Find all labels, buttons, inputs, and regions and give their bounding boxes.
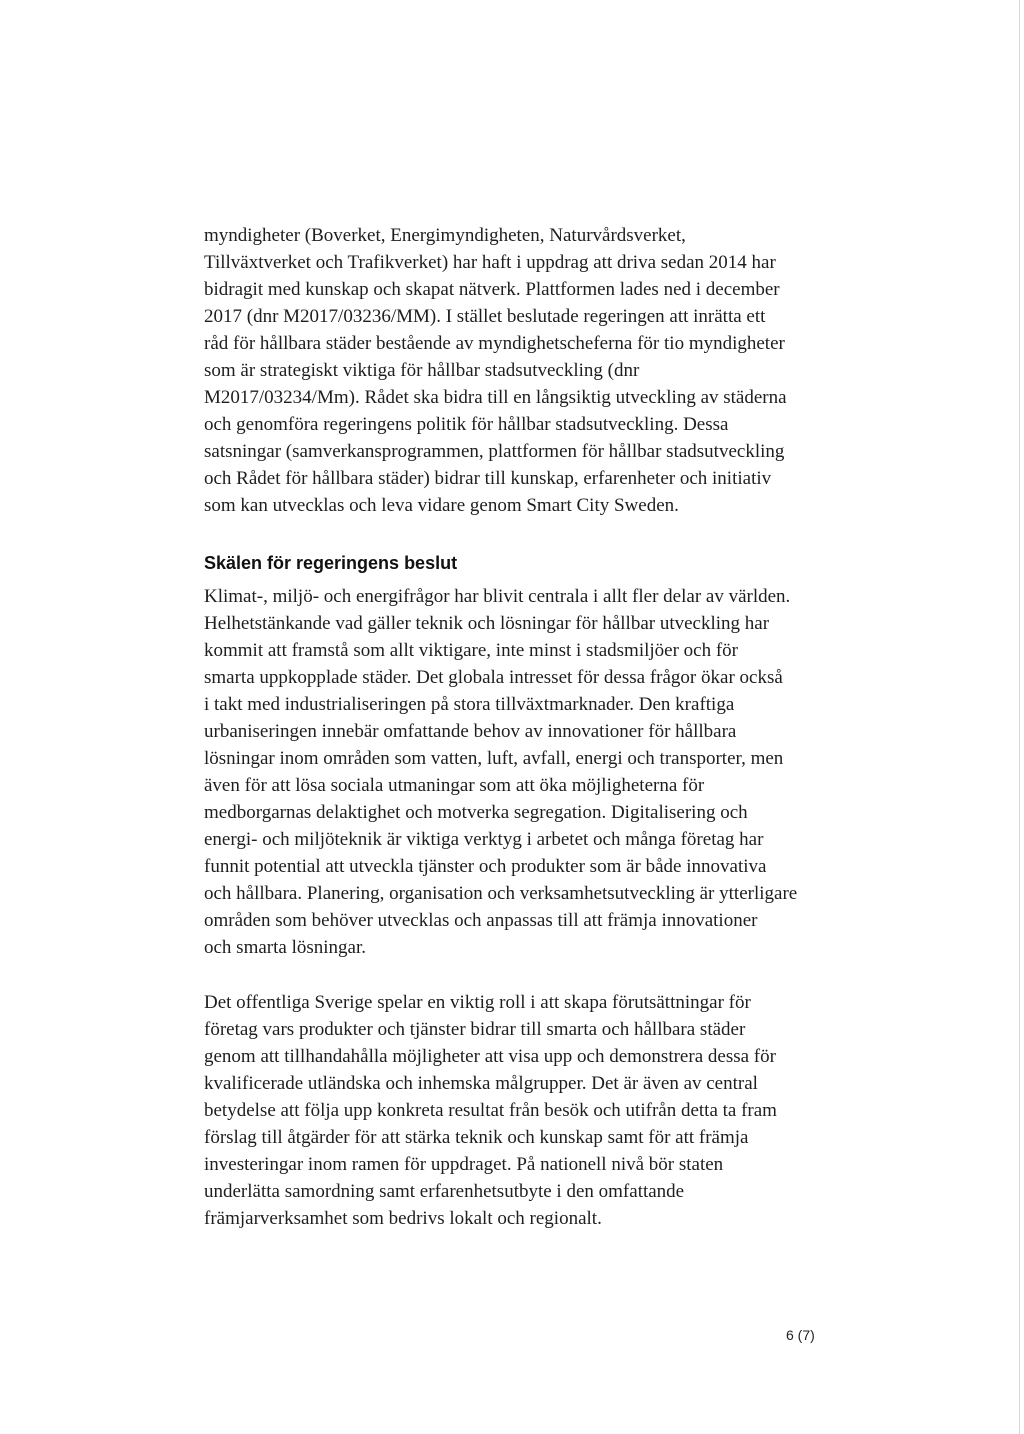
paragraph-line: funnit potential att utveckla tjänster och produkter som är både innovativa: [204, 856, 767, 877]
paragraph-line: Det offentliga Sverige spelar en viktig roll i att skapa förutsättningar för: [204, 992, 751, 1013]
paragraph-line: underlätta samordning samt erfarenhetsutbyte i den omfattande: [204, 1181, 685, 1202]
paragraph-line: även för att lösa sociala utmaningar som att öka möjligheterna för: [204, 775, 705, 796]
paragraph-line: och hållbara. Planering, organisation och verksamhetsutveckling är ytterligare: [204, 883, 798, 904]
paragraph-line: kvalificerade utländska och inhemska målgrupper. Det är även av central: [204, 1073, 758, 1094]
paragraph-line: företag vars produkter och tjänster bidrar till smarta och hållbara städer: [204, 1019, 746, 1040]
paragraph-line: och genomföra regeringens politik för hållbar stadsutveckling. Dessa: [204, 414, 729, 435]
paragraph-2: [204, 583, 844, 961]
paragraph-line: som är strategiskt viktiga för hållbar stadsutveckling (dnr: [204, 360, 640, 381]
paragraph-line: Tillväxtverket och Trafikverket) har haft i uppdrag att driva sedan 2014 har: [204, 252, 776, 273]
paragraph-line: i takt med industrialiseringen på stora tillväxtmarknader. Den kraftiga: [204, 694, 735, 715]
paragraph-line: främjarverksamhet som bedrivs lokalt och regionalt.: [204, 1208, 602, 1229]
paragraph-line: områden som behöver utvecklas och anpassas till att främja innovationer: [204, 910, 758, 931]
paragraph-line: och Rådet för hållbara städer) bidrar till kunskap, erfarenheter och initiativ: [204, 468, 772, 489]
paragraph-line: och smarta lösningar.: [204, 937, 366, 958]
paragraph-line: M2017/03234/Mm). Rådet ska bidra till en långsiktig utveckling av städerna: [204, 387, 787, 408]
paragraph-line: satsningar (samverkansprogrammen, plattformen för hållbar stadsutveckling: [204, 441, 785, 462]
paragraph-line: betydelse att följa upp konkreta resultat från besök och utifrån detta ta fram: [204, 1100, 777, 1121]
paragraph-3: [204, 989, 844, 1232]
page-number: 6 (7): [786, 1327, 815, 1343]
paragraph-line: råd för hållbara städer bestående av myndighetscheferna för tio myndigheter: [204, 333, 785, 354]
paragraph-line: bidragit med kunskap och skapat nätverk. Plattformen lades ned i december: [204, 279, 780, 300]
paragraph-line: investeringar inom ramen för uppdraget. På nationell nivå bör staten: [204, 1154, 724, 1175]
scan-edge-line: [1019, 0, 1020, 1434]
paragraph-line: förslag till åtgärder för att stärka teknik och kunskap samt för att främja: [204, 1127, 749, 1148]
paragraph-line: kommit att framstå som allt viktigare, inte minst i stadsmiljöer och för: [204, 640, 739, 661]
paragraph-line: Klimat-, miljö- och energifrågor har blivit centrala i allt fler delar av världen.: [204, 586, 791, 607]
paragraph-line: Helhetstänkande vad gäller teknik och lösningar för hållbar utveckling har: [204, 613, 770, 634]
paragraph-line: genom att tillhandahålla möjligheter att visa upp och demonstrera dessa för: [204, 1046, 776, 1067]
paragraph-top: [204, 222, 844, 519]
paragraph-line: smarta uppkopplade städer. Det globala intresset för dessa frågor ökar också: [204, 667, 783, 688]
paragraph-line: energi- och miljöteknik är viktiga verktyg i arbetet och många företag har: [204, 829, 764, 850]
paragraph-line: myndigheter (Boverket, Energimyndigheten, Naturvårdsverket,: [204, 225, 686, 246]
paragraph-line: 2017 (dnr M2017/03236/MM). I stället beslutade regeringen att inrätta ett: [204, 306, 766, 327]
paragraph-line: medborgarnas delaktighet och motverka segregation. Digitalisering och: [204, 802, 748, 823]
paragraph-line: som kan utvecklas och leva vidare genom Smart City Sweden.: [204, 495, 679, 516]
paragraph-line: lösningar inom områden som vatten, luft, avfall, energi och transporter, men: [204, 748, 784, 769]
paragraph-line: urbaniseringen innebär omfattande behov av innovationer för hållbara: [204, 721, 737, 742]
section-heading: Skälen för regeringens beslut: [204, 553, 458, 573]
